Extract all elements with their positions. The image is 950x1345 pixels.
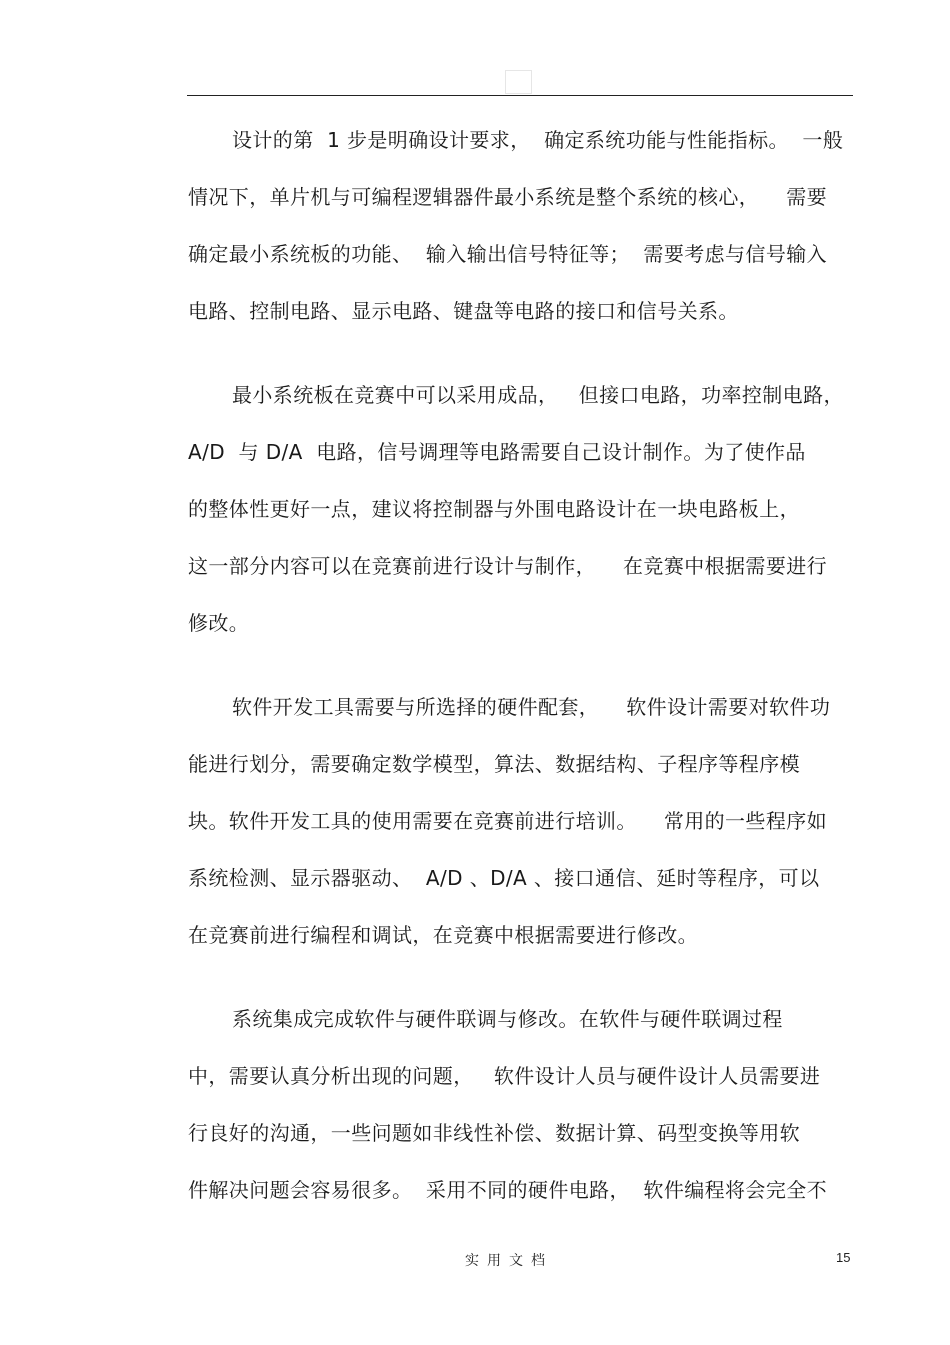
text-line: 在竞赛前进行编程和调试，在竞赛中根据需要进行修改。 [188,923,698,947]
text-line: 系统检测、显示器驱动、 A/D 、D/A 、接口通信、延时等程序，可以 [188,866,820,890]
text-line: 中，需要认真分析出现的问题， 软件设计人员与硬件设计人员需要进 [188,1064,821,1088]
text-line: A/D 与 D/A 电路，信号调理等电路需要自己设计制作。为了使作品 [188,440,806,464]
text-line: 情况下，单片机与可编程逻辑器件最小系统是整个系统的核心， 需要 [188,185,828,209]
text-line: 能进行划分，需要确定数学模型，算法、数据结构、子程序等程序模 [188,752,800,776]
text-line: 确定最小系统板的功能、 输入输出信号特征等； 需要考虑与信号输入 [188,242,828,266]
text-line: 软件开发工具需要与所选择的硬件配套， 软件设计需要对软件功 [232,695,831,719]
text-line: 电路、控制电路、显示电路、键盘等电路的接口和信号关系。 [188,299,739,323]
text-line: 修改。 [188,611,250,635]
text-line: 系统集成完成软件与硬件联调与修改。在软件与硬件联调过程 [232,1007,783,1031]
text-line: 这一部分内容可以在竞赛前进行设计与制作， 在竞赛中根据需要进行 [188,554,828,578]
header-rule [187,95,853,96]
text-line: 最小系统板在竞赛中可以采用成品， 但接口电路，功率控制电路， [232,383,844,407]
footer-label: 实用文档 [465,1253,553,1269]
text-line: 的整体性更好一点，建议将控制器与外围电路设计在一块电路板上， [188,497,800,521]
text-line: 行良好的沟通，一些问题如非线性补偿、数据计算、码型变换等用软 [188,1121,800,1145]
text-line: 设计的第 1 步是明确设计要求， 确定系统功能与性能指标。 一般 [232,128,844,152]
text-line: 块。软件开发工具的使用需要在竞赛前进行培训。 常用的一些程序如 [188,809,828,833]
header-placeholder-box [505,70,532,94]
page-number: 15 [836,1250,851,1265]
text-line: 件解决问题会容易很多。 采用不同的硬件电路， 软件编程将会完全不 [188,1178,828,1202]
